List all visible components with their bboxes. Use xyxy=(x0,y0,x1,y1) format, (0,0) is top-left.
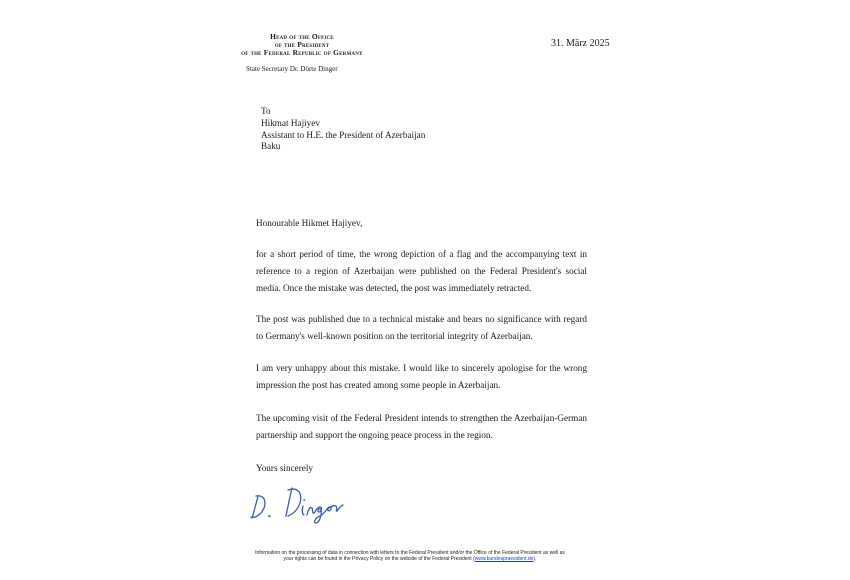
letterhead-line-2: of the President xyxy=(274,40,330,49)
salutation: Honourable Hikmet Hajiyev, xyxy=(256,218,363,228)
letterhead-line-1: Head of the Office xyxy=(270,32,334,41)
letterhead-line-3: of the Federal Republic of Germany xyxy=(241,48,363,57)
address-city: Baku xyxy=(261,141,281,152)
address-name: Hikmat Hajiyev xyxy=(261,117,320,128)
privacy-footer xyxy=(222,550,598,563)
footer-line-2-suffix: ). xyxy=(533,556,537,563)
footer-website-link[interactable]: www.bundespraesident.de xyxy=(474,556,534,563)
footer-line-1: Information on the processing of data in connection with letters to the Federal President and/or the Office of the Federal President as well as xyxy=(255,550,565,556)
handwritten-signature xyxy=(248,478,358,524)
body-paragraph-2: The post was published due to a technical mistake and bears no significance with regard to Germany's well-known position on the territorial integrity of Azerbaijan. xyxy=(256,314,587,341)
address-to: To xyxy=(261,106,271,116)
recipient-address xyxy=(261,106,425,153)
signature-strokes xyxy=(251,488,343,523)
footer-line-2-prefix: your rights can be found in the Privacy Policy on the website of the Federal President ( xyxy=(283,556,475,563)
footer-line-2 xyxy=(222,556,598,562)
address-title: Assistant to H.E. the President of Azerbaijan xyxy=(261,129,426,140)
body-paragraph-3: I am very unhappy about this mistake. I would like to sincerely apologise for the wrong impression the post has created among some people in Azerbaijan. xyxy=(256,363,587,390)
body-paragraph-1: for a short period of time, the wrong depiction of a flag and the accompanying text in reference to a region of Azerbaijan were published on the Federal President's social media. Once the mistake was detected, the post was immediately retracted. xyxy=(256,249,587,293)
sender-secretary: State Secretary Dr. Dörte Dinger xyxy=(246,65,338,73)
letterhead xyxy=(222,33,382,57)
body-paragraph-4: The upcoming visit of the Federal President intends to strengthen the Azerbaijan-German partnership and support the ongoing peace process in the region. xyxy=(256,413,587,440)
letter-date: 31. März 2025 xyxy=(551,38,610,49)
closing: Yours sincerely xyxy=(256,463,313,473)
